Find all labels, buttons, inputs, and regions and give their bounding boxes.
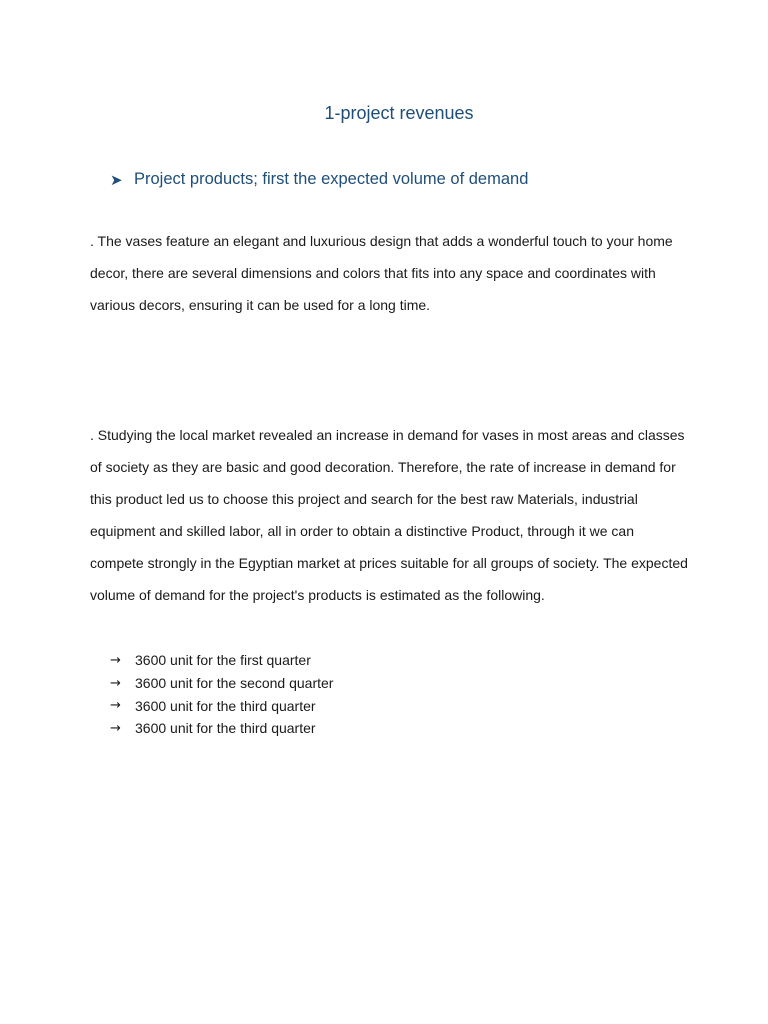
page-title: 1-project revenues bbox=[324, 103, 474, 123]
right-arrow-icon: → bbox=[110, 652, 121, 668]
arrowhead-bullet-icon: ➤ bbox=[110, 171, 123, 189]
list-item-text: 3600 unit for the third quarter bbox=[135, 697, 316, 714]
list-item bbox=[110, 694, 333, 717]
section-subheading bbox=[110, 170, 528, 189]
demand-list bbox=[110, 649, 333, 740]
right-arrow-icon: → bbox=[110, 720, 121, 736]
paragraph-product-description: . The vases feature an elegant and luxurious design that adds a wonderful touch to your home decor, there are several dimensions and colors that fits into any space and coordinates with various decors, ensuring it can be used for a long time. bbox=[90, 233, 673, 313]
right-arrow-icon: → bbox=[110, 675, 121, 691]
list-item-text: 3600 unit for the first quarter bbox=[135, 652, 311, 669]
list-item-text: 3600 unit for the third quarter bbox=[135, 720, 316, 737]
paragraph-market-study: . Studying the local market revealed an increase in demand for vases in most areas and classes of society as they are basic and good decoration. Therefore, the rate of increase in demand for this product led us to choose this project and search for the best raw Materials, industrial equipment and skilled labor, all in order to obtain a distinctive Product, through it we can compete strongly in the Egyptian market at prices suitable for all groups of society. The expected volume of demand for the project's products is estimated as the following. bbox=[90, 427, 688, 603]
list-item bbox=[110, 717, 333, 740]
list-item-text: 3600 unit for the second quarter bbox=[135, 675, 334, 692]
section-subheading-text: Project products; first the expected volume of demand bbox=[134, 170, 529, 188]
list-item bbox=[110, 672, 333, 695]
list-item bbox=[110, 649, 333, 672]
right-arrow-icon: → bbox=[110, 698, 121, 714]
